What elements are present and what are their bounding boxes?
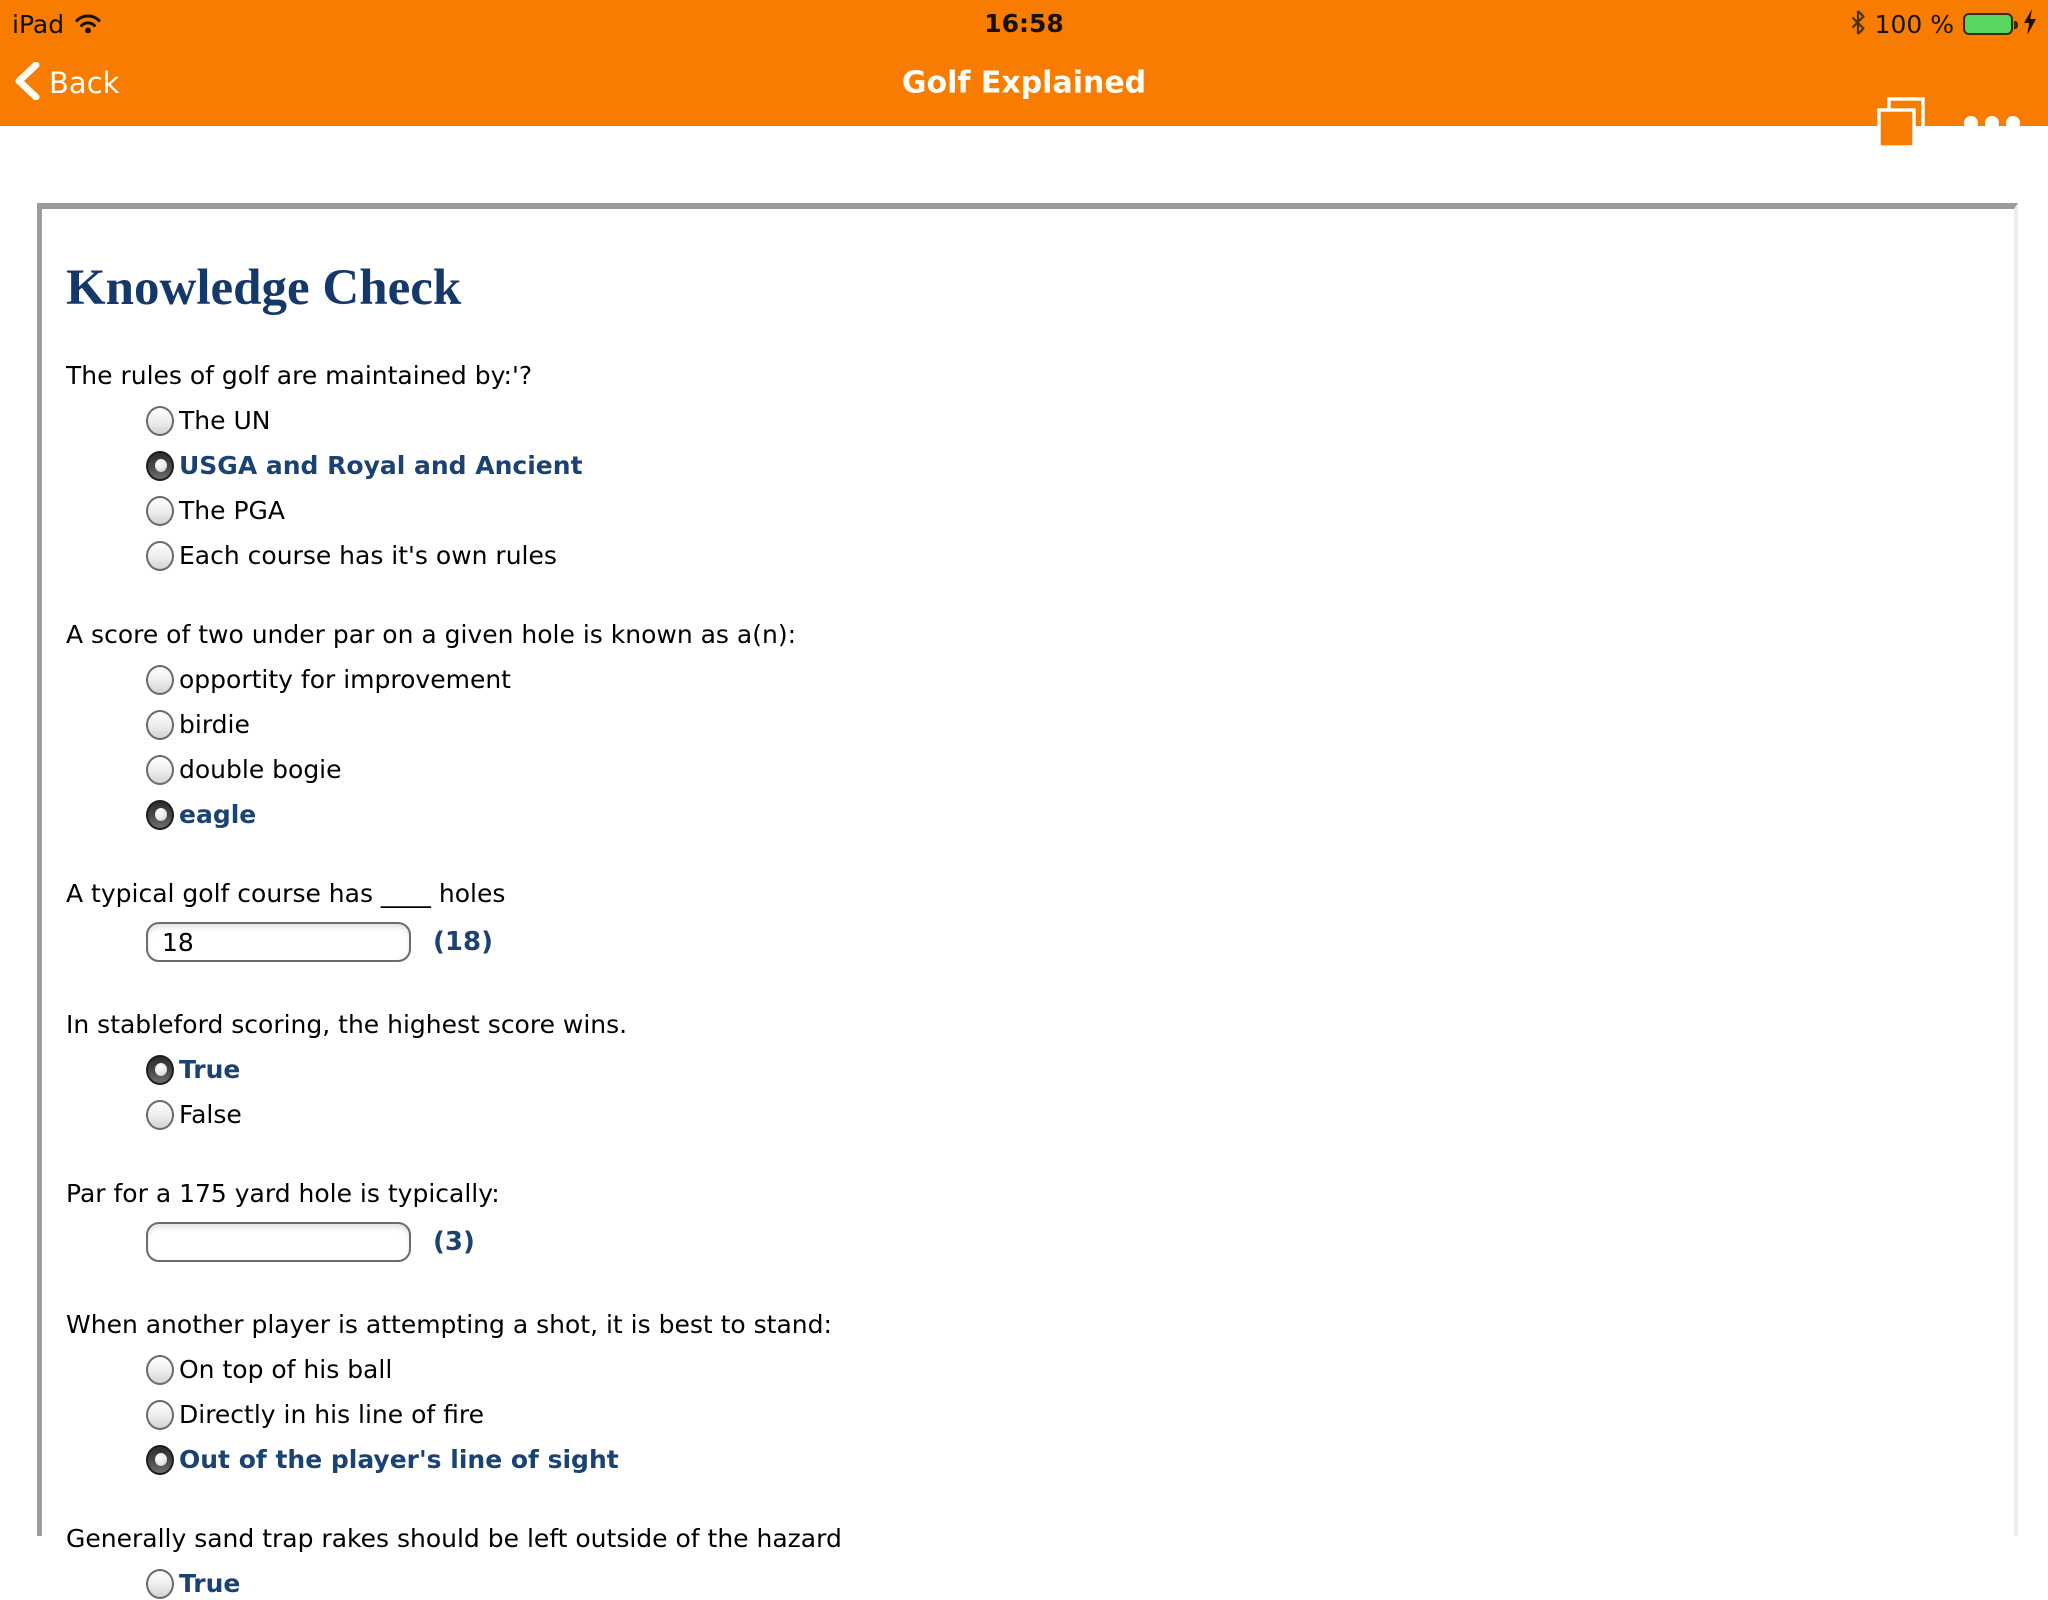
pages-button[interactable] <box>1876 96 1926 150</box>
radio-button[interactable] <box>146 1055 174 1085</box>
ellipsis-dot <box>1985 116 1999 130</box>
radio-option[interactable] <box>146 1053 1984 1086</box>
radio-option[interactable] <box>146 1398 1984 1431</box>
option-label[interactable]: Each course has it's own rules <box>179 541 557 570</box>
answer-hint: (3) <box>433 1227 475 1257</box>
option-label[interactable]: eagle <box>179 800 257 829</box>
back-button-label: Back <box>49 66 120 100</box>
device-label: iPad <box>12 10 65 39</box>
radio-button[interactable] <box>146 496 174 526</box>
radio-button[interactable] <box>146 1445 174 1475</box>
question-text: The rules of golf are maintained by:'? <box>66 361 533 390</box>
radio-button[interactable] <box>146 451 174 481</box>
pages-icon <box>1876 135 1926 154</box>
option-label[interactable]: USGA and Royal and Ancient <box>179 451 583 480</box>
option-label[interactable]: birdie <box>179 710 250 739</box>
question-block <box>66 1177 1984 1262</box>
radio-option[interactable] <box>146 539 1984 572</box>
back-button[interactable] <box>14 40 119 126</box>
radio-option[interactable] <box>146 798 1984 831</box>
question-text: When another player is attempting a shot, it is best to stand: <box>66 1310 832 1339</box>
radio-button[interactable] <box>146 755 174 785</box>
quiz-frame <box>37 203 2018 1598</box>
question-text: A score of two under par on a given hole is known as a(n): <box>66 620 796 649</box>
radio-option[interactable] <box>146 1098 1984 1131</box>
fill-in-input[interactable] <box>146 1222 411 1262</box>
question-text: Generally sand trap rakes should be left outside of the hazard <box>66 1524 842 1553</box>
question-text: Par for a 175 yard hole is typically: <box>66 1179 500 1208</box>
radio-option[interactable] <box>146 753 1984 786</box>
option-label[interactable]: Out of the player's line of sight <box>179 1445 619 1474</box>
radio-button[interactable] <box>146 1400 174 1430</box>
ellipsis-dot <box>2006 116 2020 130</box>
question-block <box>66 359 1984 572</box>
clock: 16:58 <box>984 9 1064 38</box>
status-bar <box>0 0 2048 40</box>
page-title: Golf Explained <box>901 65 1147 101</box>
radio-button[interactable] <box>146 800 174 830</box>
back-chevron-icon <box>14 62 40 104</box>
option-label[interactable]: opportity for improvement <box>179 665 511 694</box>
option-label[interactable]: True <box>179 1055 241 1084</box>
radio-option[interactable] <box>146 1353 1984 1386</box>
more-options-button[interactable] <box>1964 116 2020 130</box>
app-header <box>0 0 2048 126</box>
question-text: A typical golf course has ____ holes <box>66 879 506 908</box>
radio-option[interactable] <box>146 1567 1984 1600</box>
question-block <box>66 1308 1984 1476</box>
option-label[interactable]: True <box>179 1569 241 1598</box>
ellipsis-dot <box>1964 116 1978 130</box>
radio-option[interactable] <box>146 494 1984 527</box>
radio-option[interactable] <box>146 663 1984 696</box>
radio-button[interactable] <box>146 1355 174 1385</box>
question-block <box>66 1008 1984 1131</box>
option-label[interactable]: Directly in his line of fire <box>179 1400 485 1429</box>
radio-button[interactable] <box>146 665 174 695</box>
question-block <box>66 877 1984 962</box>
radio-option[interactable] <box>146 1443 1984 1476</box>
answer-hint: (18) <box>433 927 493 957</box>
radio-button[interactable] <box>146 1569 174 1599</box>
radio-button[interactable] <box>146 541 174 571</box>
radio-button[interactable] <box>146 406 174 436</box>
question-block <box>66 1522 1984 1600</box>
option-label[interactable]: False <box>179 1100 242 1129</box>
quiz-heading: Knowledge Check <box>66 260 462 316</box>
navigation-bar <box>0 40 2048 126</box>
option-label[interactable]: double bogie <box>179 755 342 784</box>
fill-in-input[interactable] <box>146 922 411 962</box>
charging-bolt-icon <box>2022 9 2038 39</box>
radio-option[interactable] <box>146 449 1984 482</box>
radio-button[interactable] <box>146 1100 174 1130</box>
option-label[interactable]: The UN <box>179 406 271 435</box>
radio-option[interactable] <box>146 708 1984 741</box>
question-block <box>66 618 1984 831</box>
wifi-icon <box>74 12 102 38</box>
radio-option[interactable] <box>146 404 1984 437</box>
option-label[interactable]: On top of his ball <box>179 1355 393 1384</box>
question-text: In stableford scoring, the highest score wins. <box>66 1010 628 1039</box>
bluetooth-icon <box>1850 10 1866 39</box>
radio-button[interactable] <box>146 710 174 740</box>
battery-percent-label: 100 % <box>1874 9 1954 39</box>
battery-icon <box>1963 13 2013 35</box>
option-label[interactable]: The PGA <box>179 496 285 525</box>
